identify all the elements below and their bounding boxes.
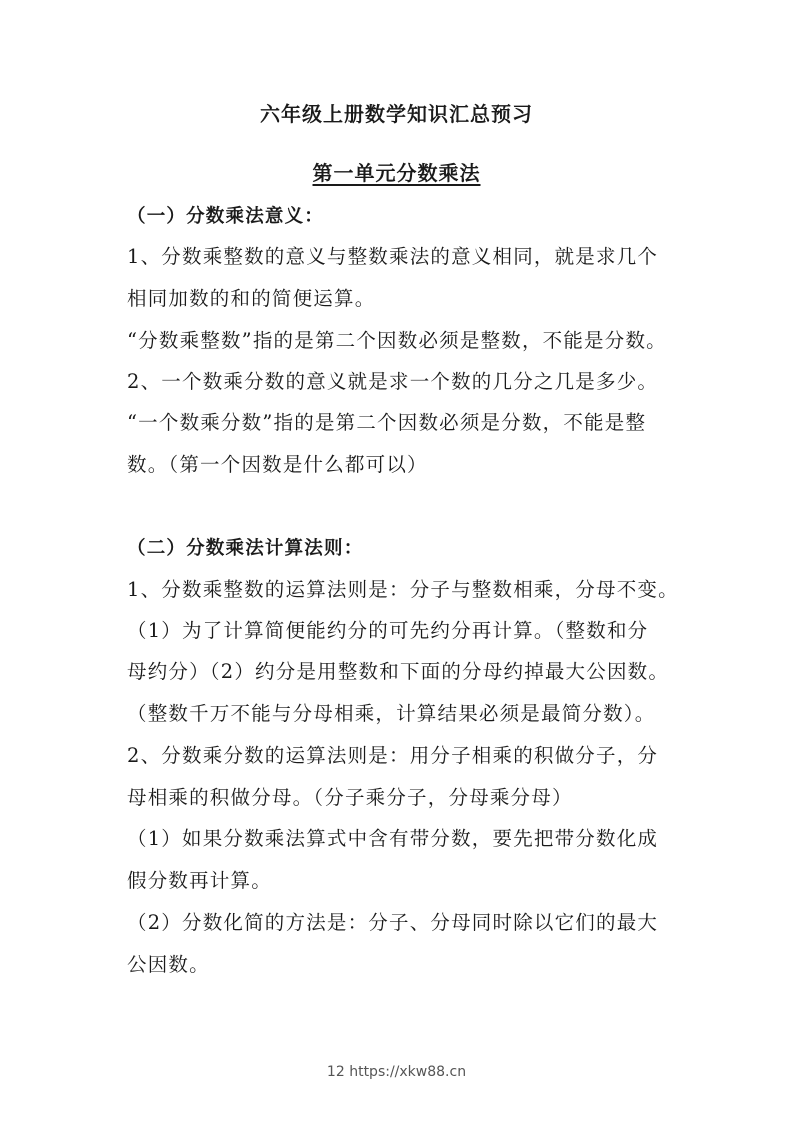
unit-title: 第一单元分数乘法 — [312, 161, 481, 185]
section-heading-1: （一）分数乘法意义： — [127, 206, 325, 227]
paragraph-line: 母约分）（2）约分是用整数和下面的分母约掉最大公因数。 — [127, 660, 670, 683]
paragraph-line: “一个数乘分数”指的是第二个因数必须是分数，不能是整 — [127, 411, 647, 434]
paragraph-line: （2）分数化简的方法是：分子、分母同时除以它们的最大 — [127, 911, 659, 934]
document-title: 六年级上册数学知识汇总预习 — [260, 102, 533, 126]
paragraph-line: 假分数再计算。 — [127, 869, 272, 892]
footer-url[interactable]: https://xkw88.cn — [349, 1064, 467, 1080]
section-heading-2: （二）分数乘法计算法则： — [127, 538, 364, 559]
paragraph-line: 相同加数的和的简便运算。 — [127, 287, 376, 310]
paragraph-line: （整数千万不能与分母相乘，计算结果必须是最简分数）。 — [127, 702, 656, 725]
paragraph-line: （1）为了计算简便能约分的可先约分再计算。（整数和分 — [127, 619, 649, 642]
paragraph-line: 1、分数乘整数的意义与整数乘法的意义相同，就是求几个 — [127, 245, 659, 268]
paragraph-line: 母相乘的积做分母。（分子乘分子，分母乘分母） — [127, 786, 573, 809]
page-footer — [0, 1064, 793, 1080]
paragraph-line: 2、分数乘分数的运算法则是：用分子相乘的积做分子，分 — [127, 744, 659, 767]
paragraph-line: 公因数。 — [127, 953, 210, 976]
paragraph-line: （1）如果分数乘法算式中含有带分数，要先把带分数化成 — [127, 827, 659, 850]
paragraph-line: 1、分数乘整数的运算法则是：分子与整数相乘，分母不变。 — [127, 578, 679, 601]
paragraph-line: 数。（第一个因数是什么都可以） — [127, 453, 428, 476]
paragraph-line: “分数乘整数”指的是第二个因数必须是整数，不能是分数。 — [127, 329, 667, 352]
paragraph-line: 2、一个数乘分数的意义就是求一个数的几分之几是多少。 — [127, 370, 659, 393]
page-number: 12 — [326, 1064, 345, 1080]
